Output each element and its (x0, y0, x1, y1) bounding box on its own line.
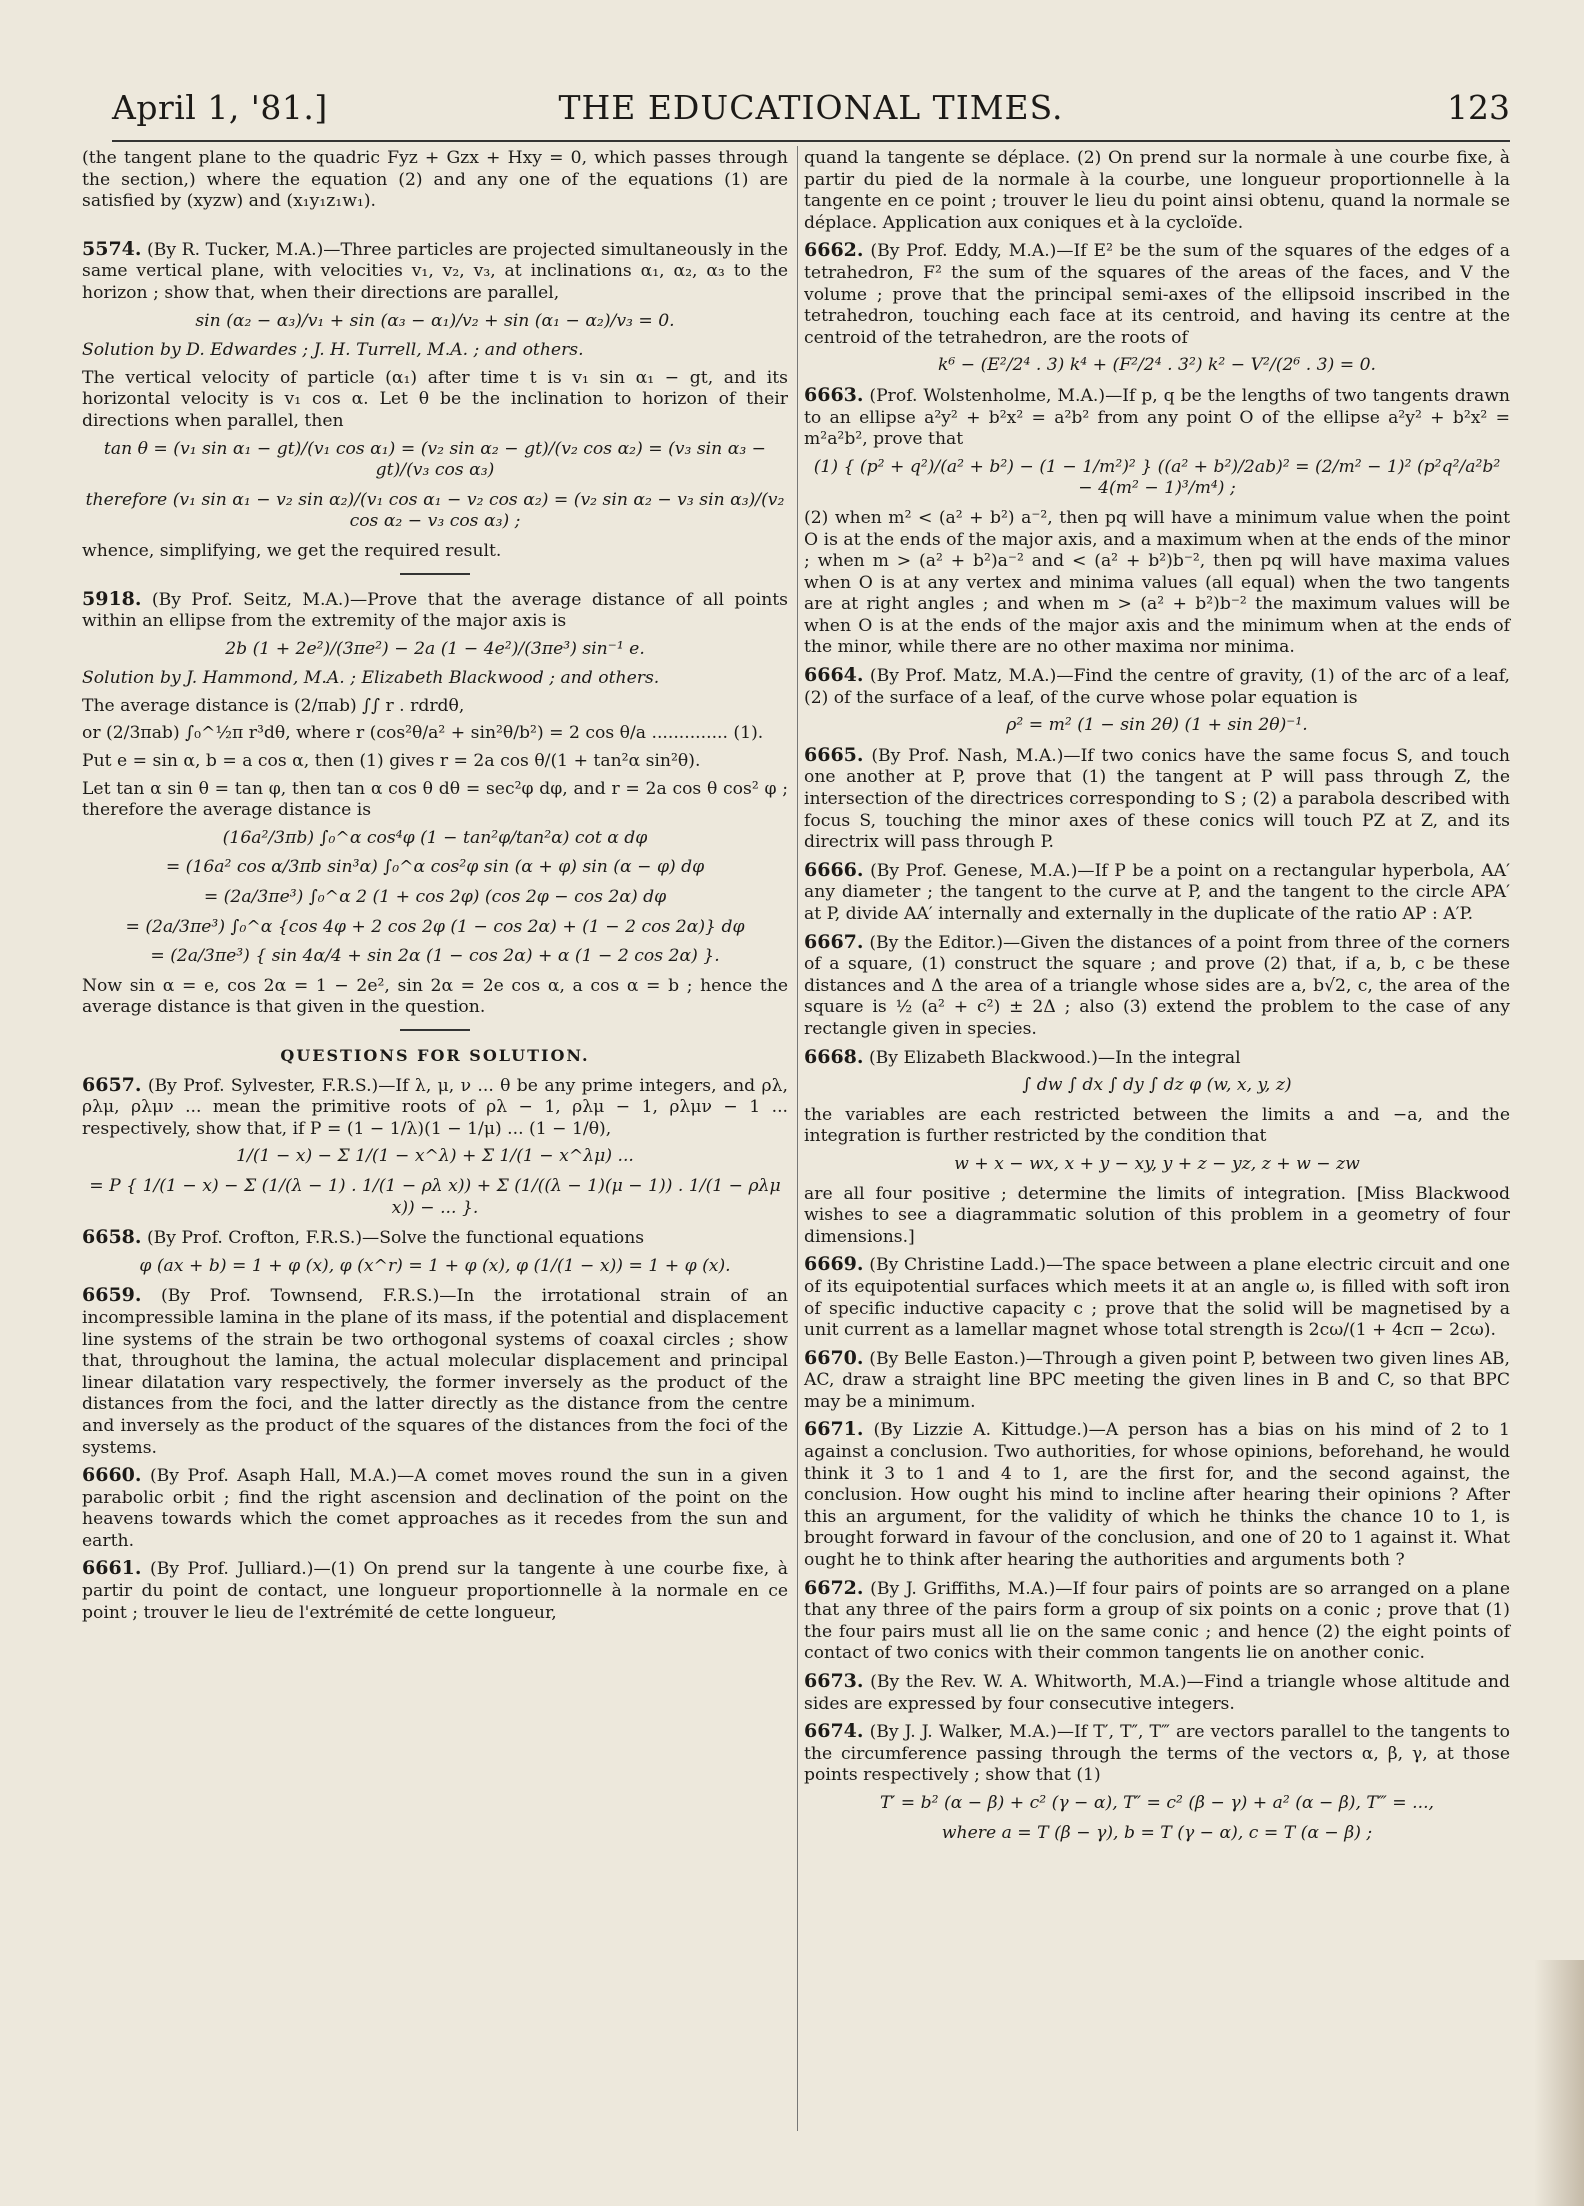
question-number: 6661. (82, 1557, 142, 1580)
question-number: 6672. (804, 1576, 864, 1599)
equation: (16a²/3πb) ∫₀^α cos⁴φ (1 − tan²φ/tan²α) cot α dφ (222, 827, 648, 848)
question-number: 6658. (82, 1226, 142, 1249)
equation: 2b (1 + 2e²)/(3πe²) − 2a (1 − 4e²)/(3πe³) sin⁻¹ e. (225, 638, 645, 659)
question-text: (By Lizzie A. Kittudge.)—A person has a bias on his mind of 2 to 1 against a conclusion. Two authorities, for whose opinions, beforehand, he would think it 3 to 1 and 4 to 1, are the first for, and the second against, the conclusion. How ought his mind to incline after hearing their opinions ? After this an argument, for the validity of which he thinks the chance 10 to 1, is brought forward in favour of the conclusion, and one of 20 to 1 against it. What ought he to think after hearing the authorities and arguments both ? (804, 1420, 1510, 1571)
question-text: (By Prof. Crofton, F.R.S.)—Solve the functional equations (146, 1228, 645, 1249)
question-5574 (82, 239, 788, 563)
solution-line: Put e = sin α, b = a cos α, then (1) gives r = 2a cos θ/(1 + tan²α sin²θ). (82, 751, 701, 772)
question-text: (By Prof. Genese, M.A.)—If P be a point on a rectangular hyperbola, AA′ any diameter ; the tangent to the curve at P, and the tangent to the circle APA′ at P, divide AA′ internally and externally in the duplicate of the ratio AP : A′P. (804, 860, 1510, 924)
question-6659 (82, 1285, 788, 1459)
question-number: 6668. (804, 1045, 864, 1068)
equation: = (2a/3πe³) ∫₀^α 2 (1 + cos 2φ) (cos 2φ − cos 2α) dφ (203, 887, 667, 908)
left-column (82, 148, 788, 1630)
question-6658 (82, 1227, 788, 1277)
equation: sin (α₂ − α₃)/v₁ + sin (α₃ − α₁)/v₂ + sin (α₁ − α₂)/v₃ = 0. (195, 310, 675, 331)
question-number: 6659. (82, 1284, 142, 1307)
question-text: are all four positive ; determine the limits of integration. [Miss Blackwood wishes to see a diagrammatic solution of this problem in a geometry of four dimensions.] (804, 1183, 1510, 1247)
question-text: (By Prof. Matz, M.A.)—Find the centre of gravity, (1) of the arc of a leaf, (2) of the surface of a leaf, of the curve whose polar equation is (804, 666, 1510, 708)
question-6668 (804, 1047, 1510, 1249)
question-text: (By Christine Ladd.)—The space between a plane electric circuit and one of its equipotential surfaces which meets it at an angle ω, is filled with soft iron of specific inductive capacity c ; prove that the solid will be magnetised by a unit current as a lamellar magnet whose total strength is 2cω/(1 + 4cπ − 2cω). (804, 1255, 1511, 1341)
equation: 1/(1 − x) − Σ 1/(1 − x^λ) + Σ 1/(1 − x^λμ) ... (236, 1146, 634, 1167)
question-number: 5574. (82, 237, 142, 260)
question-6674 (804, 1721, 1510, 1844)
question-number: 6669. (804, 1253, 864, 1276)
equation: φ (ax + b) = 1 + φ (x), φ (x^r) = 1 + φ (x), φ (1/(1 − x)) = 1 + φ (x). (139, 1255, 731, 1276)
question-text: (By Elizabeth Blackwood.)—In the integral (868, 1047, 1241, 1068)
section-rule (400, 1029, 470, 1031)
right-column (804, 148, 1510, 1852)
equation: = (16a² cos α/3πb sin³α) ∫₀^α cos²φ sin (α + φ) sin (α − φ) dφ (165, 857, 705, 878)
question-number: 6664. (804, 664, 864, 687)
question-6670 (804, 1348, 1510, 1414)
continued-paragraph: quand la tangente se déplace. (2) On prend sur la normale à une courbe fixe, à partir du pied de la normale à la courbe, une longueur proportionnelle à la tangente en ce point ; trouver le lieu du point ainsi obtenu, quand la normale se déplace. Application aux coniques et à la cycloïde. (804, 148, 1510, 233)
question-text: (By Prof. Sylvester, F.R.S.)—If λ, μ, ν ... θ be any prime integers, and ρλ, ρλμ, ρλμν ... mean the primitive roots of ρλ − 1, ρλμ − 1, ρλμν − 1 ... respectively, show that, if P = (1 − 1/λ)(1 − 1/μ) ... (1 − 1/θ), (82, 1075, 788, 1139)
questions-heading: QUESTIONS FOR SOLUTION. (280, 1046, 590, 1065)
question-text: (By Prof. Seitz, M.A.)—Prove that the average distance of all points within an ellipse from the extremity of the major axis is (82, 589, 788, 632)
question-text: (By Prof. Julliard.)—(1) On prend sur la tangente à une courbe fixe, à partir du point de contact, une longueur proportionnelle à la normale en ce point ; trouver le lieu de l'extrémité de cette longueur, (82, 1559, 788, 1623)
equation: where a = T (β − γ), b = T (γ − α), c = T (α − β) ; (941, 1822, 1373, 1843)
equation: therefore (v₁ sin α₁ − v₂ sin α₂)/(v₁ cos α₁ − v₂ cos α₂) = (v₂ sin α₂ − v₃ sin α₃)/(v₂ cos α₂ − v₃ cos α₃) ; (85, 489, 785, 532)
question-number: 6673. (804, 1670, 864, 1692)
question-number: 6671. (804, 1418, 864, 1441)
question-text: (By Belle Easton.)—Through a given point P, between two given lines AB, AC, draw a straight line BPC meeting the given lines in B and C, so that BPC may be a minimum. (804, 1348, 1511, 1412)
question-text: (By Prof. Asaph Hall, M.A.)—A comet moves round the sun in a given parabolic orbit ; find the right ascension and declination of the point on the heavens towards which the comet approaches as it recedes from the sun and earth. (82, 1466, 788, 1551)
question-6673 (804, 1671, 1510, 1715)
question-text: (By J. Griffiths, M.A.)—If four pairs of points are so arranged on a plane that any three of the pairs form a group of six points on a conic ; prove that (1) the four pairs must all lie on the same conic ; and hence (2) the eight points of contact of two conics with their common tangents lie on another conic. (804, 1578, 1510, 1664)
equation: T′ = b² (α − β) + c² (γ − α), T″ = c² (β − γ) + a² (α − β), T‴ = ..., (879, 1792, 1435, 1813)
page-header (112, 88, 1510, 138)
question-number: 6662. (804, 239, 864, 262)
question-text: (Prof. Wolstenholme, M.A.)—If p, q be the lengths of two tangents drawn to an ellipse a²y² + b²x² = a²b² from any point O of the ellipse a²y² + b²x² = m²a²b², prove that (804, 385, 1510, 450)
question-text: (By Prof. Eddy, M.A.)—If E² be the sum of the squares of the edges of a tetrahedron, F² the sum of the squares of the areas of the faces, and V the volume ; prove that the principal semi-axes of the ellipsoid inscribed in the tetrahedron, touching each face at its centroid, and having its centre at the centroid of the tetrahedron, are the roots of (804, 241, 1511, 348)
header-rule (112, 140, 1510, 142)
question-number: 5918. (82, 587, 142, 610)
question-text: (By Prof. Townsend, F.R.S.)—In the irrotational strain of an incompressible lamina in the plane of its mass, if the potential and displacement line systems of the strain be two orthogonal systems of coaxal circles ; show that, throughout the lamina, the actual molecular displacement and principal linear dilatation vary respectively, the former inversely as the product of the distances from the foci, and the latter directly as the distance from the centre and inversely as the product of the squares of the distances from the foci of the systems. (82, 1286, 788, 1458)
question-text: (By J. J. Walker, M.A.)—If T′, T″, T‴ are vectors parallel to the tangents to the circumference passing through the terms of the vectors α, β, γ, at those points respectively ; show that (1) (804, 1722, 1510, 1786)
equation: ∫ dw ∫ dx ∫ dy ∫ dz φ (w, x, y, z) (1022, 1075, 1292, 1096)
question-5918 (82, 589, 788, 1020)
question-6665 (804, 745, 1510, 854)
question-6657 (82, 1075, 788, 1220)
question-6671 (804, 1419, 1510, 1571)
question-number: 6667. (804, 930, 864, 953)
section-rule (400, 573, 470, 575)
equation: = (2a/3πe³) ∫₀^α {cos 4φ + 2 cos 2φ (1 − cos 2α) + (1 − 2 cos 2α)} dφ (125, 916, 745, 937)
question-6661 (82, 1558, 788, 1624)
solution-line: or (2/3πab) ∫₀^½π r³dθ, where r (cos²θ/a² + sin²θ/b²) = 2 cos θ/a .............. (1). (82, 723, 764, 744)
question-text: (By the Rev. W. A. Whitworth, M.A.)—Find a triangle whose altitude and sides are expressed by four consecutive integers. (804, 1672, 1510, 1714)
solution-line: Let tan α sin θ = tan φ, then tan α cos θ dθ = sec²φ dφ, and r = 2a cos θ cos² φ ; therefore the average distance is (82, 778, 788, 821)
question-number: 6665. (804, 743, 864, 766)
question-6667 (804, 932, 1510, 1041)
intro-paragraph: (the tangent plane to the quadric Fyz + Gzx + Hxy = 0, which passes through the section,) where the equation (2) and any one of the equations (1) are satisfied by (xyzw) and (x₁y₁z₁w₁). (82, 148, 788, 212)
question-6660 (82, 1465, 788, 1552)
question-text: (By R. Tucker, M.A.)—Three particles are projected simultaneously in the same vertical plane, with velocities v₁, v₂, v₃, at inclinations α₁, α₂, α₃ to the horizon ; show that, when their directions are parallel, (82, 239, 788, 303)
question-text: (2) when m² < (a² + b²) a⁻², then pq will have a minimum value when the point O is at the ends of the major axis, and a maximum when at the ends of the minor ; when m > (a² + b²)a⁻² and < (a² + b²)b⁻², then pq will have maxima values when O is at any vertex and minima values (all equal) when the two tangents are at right angles ; and when m > (a² + b²)b⁻² the maximum values will be when O is at the ends of the major axis and the minimum when at the ends of the minor, while there are no other maxima nor minima. (804, 507, 1510, 658)
question-number: 6657. (82, 1073, 142, 1096)
solution-conclusion: whence, simplifying, we get the required result. (82, 540, 502, 561)
page-edge-shadow (1534, 1960, 1584, 2206)
column-divider (797, 146, 798, 2131)
equation: w + x − wx, x + y − xy, y + z − yz, z + w − zw (954, 1153, 1360, 1174)
solution-line: The average distance is (2/πab) ∫∫ r . rdrdθ, (82, 695, 465, 716)
solution-byline: Solution by J. Hammond, M.A. ; Elizabeth Blackwood ; and others. (82, 668, 660, 689)
equation: = P { 1/(1 − x) − Σ (1/(λ − 1) . 1/(1 − ρλ x)) + Σ (1/((λ − 1)(μ − 1)) . 1/(1 − ρλμ x)) − ... }. (89, 1175, 781, 1218)
header-page-number: 123 (1447, 88, 1510, 127)
question-6672 (804, 1578, 1510, 1665)
equation: = (2a/3πe³) { sin 4α/4 + sin 2α (1 − cos 2α) + α (1 − 2 cos 2α) }. (150, 946, 720, 967)
equation: tan θ = (v₁ sin α₁ − gt)/(v₁ cos α₁) = (v₂ sin α₂ − gt)/(v₂ cos α₂) = (v₃ sin α₃ − gt)/(v₃ cos α₃) (103, 438, 767, 481)
question-number: 6660. (82, 1464, 142, 1487)
equation: k⁶ − (E²/2⁴ . 3) k⁴ + (F²/2⁴ . 3²) k² − V²/(2⁶ . 3) = 0. (937, 355, 1377, 376)
question-number: 6663. (804, 383, 864, 406)
solution-text: The vertical velocity of particle (α₁) after time t is v₁ sin α₁ − gt, and its horizontal velocity is v₁ cos α. Let θ be the inclination to horizon of their directions when parallel, then (82, 367, 788, 431)
question-text: the variables are each restricted between the limits a and −a, and the integration is further restricted by the condition that (804, 1104, 1510, 1147)
question-number: 6670. (804, 1346, 864, 1369)
question-6664 (804, 665, 1510, 737)
question-6663 (804, 385, 1510, 659)
question-6662 (804, 240, 1510, 377)
question-text: (By the Editor.)—Given the distances of a point from three of the corners of a square, (1) construct the square ; and prove (2) that, if a, b, c be these distances and Δ the area of a triangle whose sides are a, b√2, c, the area of the square is ½ (a² + c²) ± 2Δ ; also (3) extend the problem to the case of any rectangle given in species. (804, 932, 1510, 1039)
header-date: April 1, '81.] (112, 88, 328, 127)
equation: (1) { (p² + q²)/(a² + b²) − (1 − 1/m²)² } ((a² + b²)/2ab)² = (2/m² − 1)² (p²q²/a²b² − 4(m² − 1)³/m⁴) ; (813, 456, 1501, 499)
equation: ρ² = m² (1 − sin 2θ) (1 + sin 2θ)⁻¹. (1006, 715, 1308, 736)
question-6666 (804, 860, 1510, 926)
question-number: 6674. (804, 1720, 864, 1743)
question-text: (By Prof. Nash, M.A.)—If two conics have the same focus S, and touch one another at P, prove that (1) the tangent at P will pass through Z, the intersection of the directrices corresponding to S ; (2) a parabola described with focus S, touching the minor axes of these conics will touch PZ at Z, and its directrix will pass through P. (804, 745, 1511, 853)
solution-byline: Solution by D. Edwardes ; J. H. Turrell, M.A. ; and others. (82, 340, 584, 361)
header-title: THE EDUCATIONAL TIMES. (558, 88, 1064, 127)
question-number: 6666. (804, 858, 864, 881)
question-6669 (804, 1254, 1510, 1341)
solution-conclusion: Now sin α = e, cos 2α = 1 − 2e², sin 2α = 2e cos α, a cos α = b ; hence the average distance is that given in the question. (82, 975, 788, 1018)
